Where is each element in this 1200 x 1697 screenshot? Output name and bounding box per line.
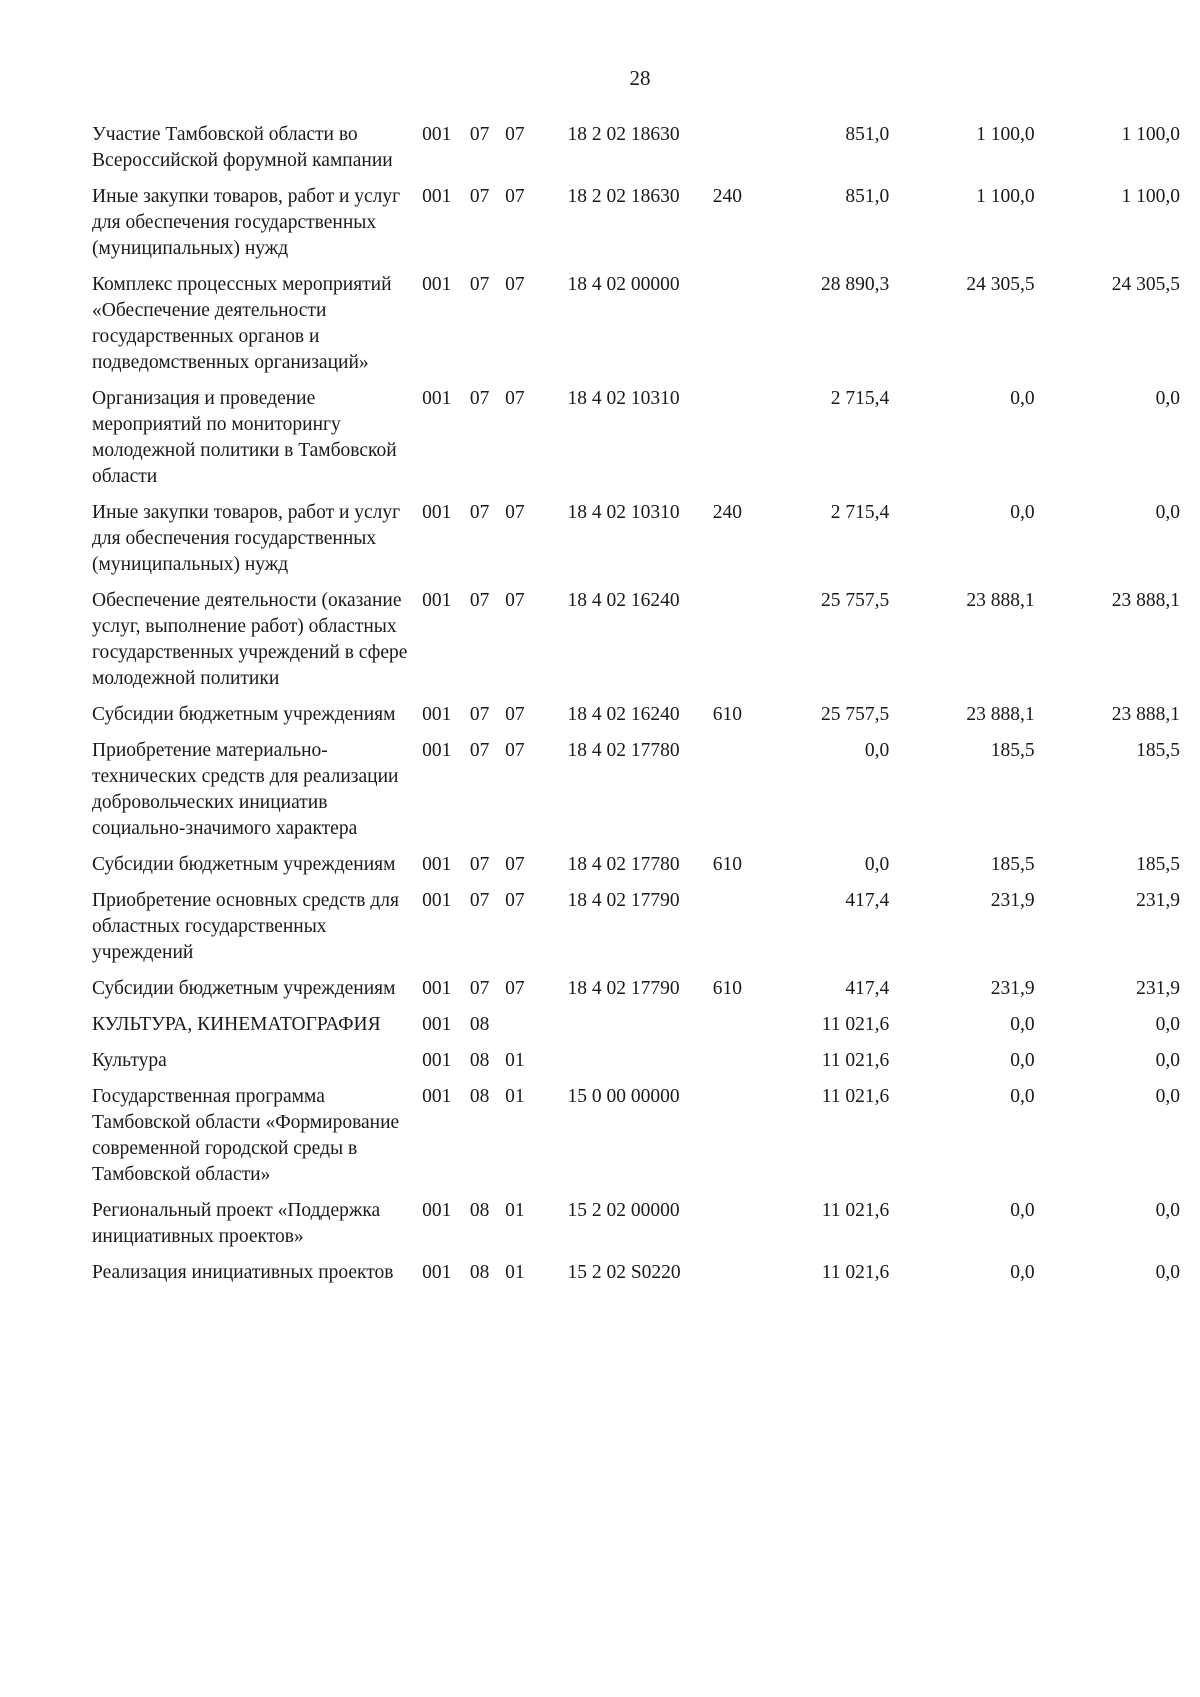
row-grbs-code: 001 (422, 1050, 452, 1071)
table-row (92, 976, 1180, 1012)
row-target-article-code: 18 2 02 18630 (567, 186, 680, 207)
table-row (92, 1048, 1180, 1084)
row-amount-1: 851,0 (845, 186, 890, 207)
table-row (92, 888, 1180, 976)
row-amount-3: 0,0 (1155, 1262, 1180, 1283)
row-grbs-code: 001 (422, 890, 452, 911)
row-name: Субсидии бюджетным учреждениям (92, 854, 396, 875)
row-name: Обеспечение деятельности (оказание услуг, выполнение работ) областных государственных учреждений в сфере молодежной политики (92, 590, 408, 689)
table-row (92, 702, 1180, 738)
row-amount-2: 1 100,0 (976, 124, 1035, 145)
row-subsection-code: 01 (505, 1086, 525, 1107)
row-amount-3: 1 100,0 (1121, 124, 1180, 145)
row-target-article-code: 18 4 02 17790 (567, 978, 680, 999)
row-target-article-code: 15 0 00 00000 (567, 1086, 680, 1107)
row-section-code: 07 (469, 978, 490, 999)
row-expense-type-code: 610 (712, 704, 743, 725)
page-number: 28 (629, 66, 651, 90)
row-grbs-code: 001 (422, 1262, 452, 1283)
row-name: Субсидии бюджетным учреждениям (92, 978, 396, 999)
row-target-article-code: 18 4 02 16240 (567, 704, 680, 725)
row-amount-1: 28 890,3 (821, 274, 890, 295)
row-target-article-code: 15 2 02 S0220 (567, 1262, 681, 1283)
table-row (92, 184, 1180, 272)
budget-table-body (92, 122, 1180, 1296)
row-target-article-code: 18 4 02 17790 (567, 890, 680, 911)
row-target-article-code (567, 1048, 712, 1084)
table-row (92, 272, 1180, 386)
row-amount-3: 23 888,1 (1111, 590, 1180, 611)
row-amount-2: 0,0 (1010, 502, 1035, 523)
row-amount-1: 11 021,6 (821, 1086, 890, 1107)
row-name: Приобретение материально-технических средств для реализации добровольческих инициатив социально-значимого характера (92, 740, 399, 839)
row-section-code: 08 (469, 1200, 490, 1221)
row-grbs-code: 001 (422, 978, 452, 999)
row-amount-2: 185,5 (990, 854, 1035, 875)
budget-table (92, 122, 1180, 1296)
table-row (92, 852, 1180, 888)
row-amount-2: 0,0 (1010, 1200, 1035, 1221)
row-name: Региональный проект «Поддержка инициативных проектов» (92, 1200, 381, 1247)
row-name: Реализация инициативных проектов (92, 1262, 394, 1283)
row-amount-2: 23 888,1 (966, 590, 1035, 611)
row-subsection-code (505, 1012, 567, 1048)
row-section-code: 08 (469, 1050, 490, 1071)
row-amount-3: 0,0 (1155, 1200, 1180, 1221)
row-grbs-code: 001 (422, 274, 452, 295)
row-target-article-code: 18 4 02 00000 (567, 274, 680, 295)
row-target-article-code: 18 4 02 10310 (567, 388, 680, 409)
row-target-article-code: 15 2 02 00000 (567, 1200, 680, 1221)
table-row (92, 1198, 1180, 1260)
row-grbs-code: 001 (422, 704, 452, 725)
row-section-code: 08 (469, 1262, 490, 1283)
row-amount-2: 185,5 (990, 740, 1035, 761)
row-grbs-code: 001 (422, 186, 452, 207)
row-amount-1: 11 021,6 (821, 1014, 890, 1035)
row-expense-type-code (713, 888, 775, 976)
row-expense-type-code (713, 1260, 775, 1296)
row-amount-2: 0,0 (1010, 388, 1035, 409)
row-section-code: 08 (469, 1086, 490, 1107)
row-target-article-code: 18 4 02 17780 (567, 740, 680, 761)
row-subsection-code: 07 (505, 388, 525, 409)
row-expense-type-code: 240 (712, 186, 743, 207)
row-section-code: 07 (469, 274, 490, 295)
row-subsection-code: 01 (505, 1200, 525, 1221)
table-row (92, 386, 1180, 500)
row-subsection-code: 07 (505, 890, 525, 911)
row-amount-2: 23 888,1 (966, 704, 1035, 725)
row-amount-2: 231,9 (990, 978, 1035, 999)
row-section-code: 07 (469, 124, 490, 145)
row-grbs-code: 001 (422, 740, 452, 761)
table-row (92, 1012, 1180, 1048)
row-name: Субсидии бюджетным учреждениям (92, 704, 396, 725)
row-name: КУЛЬТУРА, КИНЕМАТОГРАФИЯ (92, 1014, 381, 1035)
row-subsection-code: 07 (505, 502, 525, 523)
row-name: Комплекс процессных мероприятий «Обеспечение деятельности государственных органов и подведомственных организаций» (92, 274, 392, 373)
row-target-article-code: 18 2 02 18630 (567, 124, 680, 145)
row-subsection-code: 07 (505, 274, 525, 295)
row-section-code: 07 (469, 590, 490, 611)
row-amount-3: 0,0 (1155, 1050, 1180, 1071)
row-amount-1: 417,4 (845, 890, 890, 911)
row-amount-1: 11 021,6 (821, 1200, 890, 1221)
row-amount-3: 0,0 (1155, 388, 1180, 409)
row-amount-1: 2 715,4 (830, 388, 890, 409)
row-amount-3: 231,9 (1136, 890, 1180, 911)
row-amount-2: 0,0 (1010, 1050, 1035, 1071)
row-expense-type-code: 610 (712, 854, 743, 875)
row-expense-type-code: 610 (712, 978, 743, 999)
row-grbs-code: 001 (422, 502, 452, 523)
row-amount-3: 0,0 (1155, 1014, 1180, 1035)
row-amount-1: 0,0 (864, 854, 890, 875)
row-subsection-code: 07 (505, 590, 525, 611)
table-row (92, 1084, 1180, 1198)
row-grbs-code: 001 (422, 854, 452, 875)
row-amount-1: 11 021,6 (821, 1262, 890, 1283)
row-subsection-code: 01 (505, 1050, 525, 1071)
row-section-code: 07 (469, 388, 490, 409)
row-grbs-code: 001 (422, 590, 452, 611)
row-target-article-code (567, 1012, 712, 1048)
row-amount-2: 0,0 (1010, 1262, 1035, 1283)
row-grbs-code: 001 (422, 388, 452, 409)
row-amount-1: 2 715,4 (830, 502, 890, 523)
row-amount-3: 23 888,1 (1111, 704, 1180, 725)
row-subsection-code: 07 (505, 124, 525, 145)
row-amount-3: 0,0 (1155, 502, 1180, 523)
row-section-code: 07 (469, 502, 490, 523)
row-section-code: 07 (469, 704, 490, 725)
row-subsection-code: 07 (505, 854, 525, 875)
row-section-code: 07 (469, 854, 490, 875)
row-amount-1: 851,0 (845, 124, 890, 145)
row-amount-1: 25 757,5 (821, 704, 890, 725)
table-row (92, 738, 1180, 852)
row-expense-type-code (713, 386, 775, 500)
row-grbs-code: 001 (422, 1200, 452, 1221)
row-name: Иные закупки товаров, работ и услуг для обеспечения государственных (муниципальных) нужд (92, 186, 401, 259)
row-section-code: 07 (469, 890, 490, 911)
row-subsection-code: 07 (505, 186, 525, 207)
row-name: Иные закупки товаров, работ и услуг для обеспечения государственных (муниципальных) нужд (92, 502, 401, 575)
table-row (92, 1260, 1180, 1296)
row-subsection-code: 07 (505, 978, 525, 999)
row-section-code: 08 (469, 1014, 490, 1035)
row-name: Участие Тамбовской области во Всероссийской форумной кампании (92, 124, 393, 171)
table-row (92, 122, 1180, 184)
row-name: Культура (92, 1050, 167, 1071)
row-amount-1: 11 021,6 (821, 1050, 890, 1071)
row-target-article-code: 18 4 02 16240 (567, 590, 680, 611)
row-amount-2: 24 305,5 (966, 274, 1035, 295)
row-amount-3: 185,5 (1136, 854, 1180, 875)
row-amount-2: 0,0 (1010, 1086, 1035, 1107)
row-amount-2: 0,0 (1010, 1014, 1035, 1035)
row-amount-2: 231,9 (990, 890, 1035, 911)
row-grbs-code: 001 (422, 124, 452, 145)
row-grbs-code: 001 (422, 1014, 452, 1035)
row-expense-type-code (713, 1012, 775, 1048)
row-amount-2: 1 100,0 (976, 186, 1035, 207)
row-name: Государственная программа Тамбовской области «Формирование современной городской среды в Тамбовской области» (92, 1086, 400, 1185)
row-amount-1: 417,4 (845, 978, 890, 999)
row-amount-3: 24 305,5 (1111, 274, 1180, 295)
row-amount-3: 0,0 (1155, 1086, 1180, 1107)
row-target-article-code: 18 4 02 10310 (567, 502, 680, 523)
row-amount-3: 231,9 (1136, 978, 1180, 999)
row-target-article-code: 18 4 02 17780 (567, 854, 680, 875)
row-subsection-code: 07 (505, 704, 525, 725)
row-amount-1: 25 757,5 (821, 590, 890, 611)
row-expense-type-code (713, 738, 775, 852)
table-row (92, 500, 1180, 588)
row-subsection-code: 01 (505, 1262, 525, 1283)
row-amount-1: 0,0 (864, 740, 890, 761)
table-row (92, 588, 1180, 702)
row-subsection-code: 07 (505, 740, 525, 761)
row-expense-type-code: 240 (712, 502, 743, 523)
row-name: Организация и проведение мероприятий по мониторингу молодежной политики в Тамбовской области (92, 388, 397, 487)
row-expense-type-code (713, 122, 775, 184)
row-name: Приобретение основных средств для областных государственных учреждений (92, 890, 399, 963)
row-expense-type-code (713, 272, 775, 386)
row-amount-3: 1 100,0 (1121, 186, 1180, 207)
row-grbs-code: 001 (422, 1086, 452, 1107)
row-section-code: 07 (469, 740, 490, 761)
row-expense-type-code (713, 1048, 775, 1084)
row-expense-type-code (713, 1084, 775, 1198)
row-expense-type-code (713, 1198, 775, 1260)
row-section-code: 07 (469, 186, 490, 207)
row-amount-3: 185,5 (1136, 740, 1180, 761)
row-expense-type-code (713, 588, 775, 702)
